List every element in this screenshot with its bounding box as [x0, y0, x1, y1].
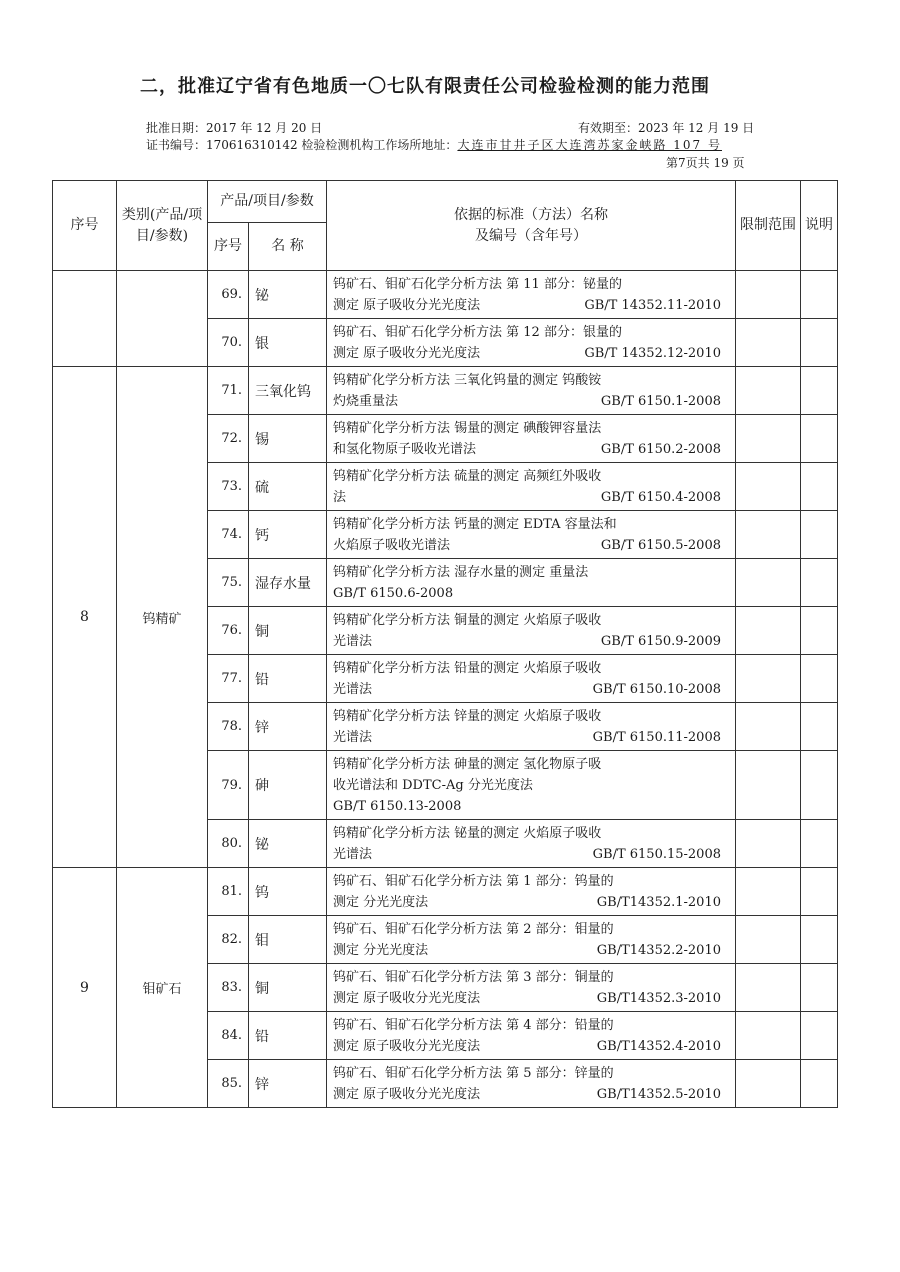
item-note	[801, 463, 838, 511]
standard-line-1: 钨精矿化学分析方法 铋量的测定 火焰原子吸收	[333, 825, 602, 841]
standard-line-1: 钨精矿化学分析方法 锌量的测定 火焰原子吸收	[333, 708, 602, 724]
standard-code	[721, 583, 725, 604]
item-limit	[736, 367, 801, 415]
header-limit: 限制范围	[736, 181, 801, 271]
item-note	[801, 415, 838, 463]
standard-code: GB/T14352.1-2010	[596, 894, 721, 910]
standard-line-2: 光谱法	[333, 681, 373, 697]
header-product-group: 产品/项目/参数	[208, 181, 327, 223]
header-seq: 序号	[53, 181, 117, 271]
item-number: 83.	[208, 964, 249, 1012]
item-number: 72.	[208, 415, 249, 463]
standard-line-1: 钨精矿化学分析方法 硫量的测定 高频红外吸收	[333, 468, 602, 484]
standard-line-2: 测定 原子吸收分光光度法	[333, 345, 481, 361]
item-number: 74.	[208, 511, 249, 559]
standard-code: GB/T 6150.5-2008	[600, 537, 721, 553]
standard-line-2: 测定 分光光度法	[333, 894, 429, 910]
certificate-label: 证书编号：170616310142 检验检测机构工作场所地址：	[146, 138, 458, 152]
item-standard	[327, 559, 736, 607]
standard-line-2-row	[333, 487, 725, 508]
standard-line-2-row	[333, 439, 725, 460]
item-name: 钼	[249, 916, 327, 964]
item-note	[801, 511, 838, 559]
address: 大连市甘井子区大连湾苏家金峡路 107 号	[457, 138, 722, 152]
standard-line-2: 火焰原子吸收光谱法	[333, 537, 451, 553]
item-limit	[736, 607, 801, 655]
item-name: 铋	[249, 820, 327, 868]
standard-line-1: 钨矿石、钼矿石化学分析方法 第 2 部分：钼量的	[333, 921, 614, 937]
item-limit	[736, 868, 801, 916]
standard-line-1: 钨矿石、钼矿石化学分析方法 第 5 部分：锌量的	[333, 1065, 614, 1081]
standard-line-2: GB/T 6150.6-2008	[333, 585, 454, 601]
approval-date: 批准日期：2017 年 12 月 20 日	[146, 121, 323, 135]
standard-line-2-row	[333, 343, 725, 364]
page-info: 第7页共 19 页	[666, 156, 745, 170]
standard-code: GB/T 6150.11-2008	[592, 729, 721, 745]
item-standard	[327, 511, 736, 559]
certificate-line	[146, 136, 722, 153]
standard-line-2-row	[333, 679, 725, 700]
item-limit	[736, 703, 801, 751]
standard-line-2-row	[333, 940, 725, 961]
standard-line-1: 钨精矿化学分析方法 铜量的测定 火焰原子吸收	[333, 612, 602, 628]
item-standard	[327, 463, 736, 511]
standard-line-2-row	[333, 775, 725, 796]
standard-line-2-row	[333, 892, 725, 913]
item-name: 钨	[249, 868, 327, 916]
item-standard	[327, 820, 736, 868]
item-standard	[327, 655, 736, 703]
standard-line-2-row	[333, 727, 725, 748]
item-note	[801, 655, 838, 703]
item-name: 铋	[249, 271, 327, 319]
standard-code	[721, 775, 725, 796]
item-standard	[327, 703, 736, 751]
item-note	[801, 868, 838, 916]
item-note	[801, 751, 838, 820]
standard-line-2: 光谱法	[333, 729, 373, 745]
item-limit	[736, 751, 801, 820]
group-category: 钼矿石	[117, 868, 208, 1108]
standard-line-2-row	[333, 583, 725, 604]
item-number: 81.	[208, 868, 249, 916]
item-limit	[736, 511, 801, 559]
item-limit	[736, 820, 801, 868]
item-name: 铅	[249, 1012, 327, 1060]
item-number: 82.	[208, 916, 249, 964]
standard-line-2: 法	[333, 489, 347, 505]
standard-line-2: 光谱法	[333, 846, 373, 862]
group-category	[117, 271, 208, 367]
item-note	[801, 964, 838, 1012]
standard-line-1: 钨精矿化学分析方法 铅量的测定 火焰原子吸收	[333, 660, 602, 676]
standard-line-2-row	[333, 1084, 725, 1105]
item-name: 砷	[249, 751, 327, 820]
standard-line-2-row	[333, 631, 725, 652]
group-seq	[53, 271, 117, 367]
item-note	[801, 271, 838, 319]
item-standard	[327, 751, 736, 820]
item-standard	[327, 1012, 736, 1060]
standard-line-2-row	[333, 844, 725, 865]
item-limit	[736, 559, 801, 607]
item-number: 69.	[208, 271, 249, 319]
header-sub-seq: 序号	[208, 223, 249, 271]
item-note	[801, 1060, 838, 1108]
item-note	[801, 607, 838, 655]
standard-code: GB/T 6150.15-2008	[592, 846, 721, 862]
standard-line-1: 钨精矿化学分析方法 湿存水量的测定 重量法	[333, 564, 589, 580]
group-category: 钨精矿	[117, 367, 208, 868]
standard-code: GB/T 6150.4-2008	[600, 489, 721, 505]
standard-code: GB/T 6150.10-2008	[592, 681, 721, 697]
item-limit	[736, 1060, 801, 1108]
item-standard	[327, 415, 736, 463]
item-note	[801, 559, 838, 607]
item-number: 80.	[208, 820, 249, 868]
standard-line-2: 收光谱法和 DDTC-Ag 分光光度法	[333, 777, 533, 793]
item-name: 三氧化钨	[249, 367, 327, 415]
item-name: 湿存水量	[249, 559, 327, 607]
item-number: 75.	[208, 559, 249, 607]
standard-line-1: 钨矿石、钼矿石化学分析方法 第 11 部分：铋量的	[333, 276, 622, 292]
item-name: 铜	[249, 964, 327, 1012]
item-note	[801, 319, 838, 367]
item-name: 铅	[249, 655, 327, 703]
item-standard	[327, 964, 736, 1012]
item-note	[801, 1012, 838, 1060]
table-row	[53, 271, 838, 319]
item-standard	[327, 367, 736, 415]
item-note	[801, 820, 838, 868]
standard-line-1: 钨精矿化学分析方法 钙量的测定 EDTA 容量法和	[333, 516, 617, 532]
standard-line-1: 钨精矿化学分析方法 三氧化钨量的测定 钨酸铵	[333, 372, 602, 388]
item-standard	[327, 1060, 736, 1108]
item-standard	[327, 271, 736, 319]
item-name: 锌	[249, 1060, 327, 1108]
item-standard	[327, 319, 736, 367]
header-sub-name: 名 称	[249, 223, 327, 271]
standard-line-1: 钨矿石、钼矿石化学分析方法 第 3 部分：铜量的	[333, 969, 614, 985]
standard-line-2-row	[333, 1036, 725, 1057]
item-name: 钙	[249, 511, 327, 559]
item-number: 77.	[208, 655, 249, 703]
table-row	[53, 868, 838, 916]
standard-code: GB/T14352.5-2010	[596, 1086, 721, 1102]
item-number: 73.	[208, 463, 249, 511]
standard-code: GB/T 14352.12-2010	[584, 345, 721, 361]
group-seq: 9	[53, 868, 117, 1108]
item-limit	[736, 1012, 801, 1060]
page-title: 二，批准辽宁省有色地质一〇七队有限责任公司检验检测的能力范围	[140, 76, 710, 97]
item-name: 硫	[249, 463, 327, 511]
standard-code: GB/T14352.4-2010	[596, 1038, 721, 1054]
item-name: 锌	[249, 703, 327, 751]
item-limit	[736, 415, 801, 463]
item-name: 锡	[249, 415, 327, 463]
header-note: 说明	[801, 181, 838, 271]
item-limit	[736, 655, 801, 703]
standard-line-2: 光谱法	[333, 633, 373, 649]
standard-code: GB/T 6150.1-2008	[600, 393, 721, 409]
standard-line-2: 和氢化物原子吸收光谱法	[333, 441, 477, 457]
standard-line-2-row	[333, 535, 725, 556]
item-number: 71.	[208, 367, 249, 415]
item-name: 铜	[249, 607, 327, 655]
standard-code: GB/T14352.3-2010	[596, 990, 721, 1006]
standard-line-1: 钨矿石、钼矿石化学分析方法 第 1 部分：钨量的	[333, 873, 614, 889]
item-limit	[736, 271, 801, 319]
item-standard	[327, 607, 736, 655]
standard-code: GB/T 6150.2-2008	[600, 441, 721, 457]
item-note	[801, 703, 838, 751]
standard-line-1: 钨精矿化学分析方法 砷量的测定 氢化物原子吸	[333, 756, 602, 772]
standard-line-2-row	[333, 988, 725, 1009]
header-standard: 依据的标准（方法）名称 及编号（含年号）	[327, 181, 736, 271]
header-category: 类别(产品/项目/参数)	[117, 181, 208, 271]
standard-line-2: 测定 原子吸收分光光度法	[333, 297, 481, 313]
item-note	[801, 916, 838, 964]
item-name: 银	[249, 319, 327, 367]
standard-line-1: 钨矿石、钼矿石化学分析方法 第 12 部分：银量的	[333, 324, 622, 340]
table-row	[53, 367, 838, 415]
item-limit	[736, 964, 801, 1012]
item-limit	[736, 463, 801, 511]
item-note	[801, 367, 838, 415]
standard-line-1: 钨精矿化学分析方法 锡量的测定 碘酸钾容量法	[333, 420, 602, 436]
standard-line-1: 钨矿石、钼矿石化学分析方法 第 4 部分：铅量的	[333, 1017, 614, 1033]
standard-line-2: 测定 原子吸收分光光度法	[333, 990, 481, 1006]
standard-code: GB/T 6150.9-2009	[600, 633, 721, 649]
item-number: 78.	[208, 703, 249, 751]
item-number: 76.	[208, 607, 249, 655]
item-standard	[327, 868, 736, 916]
standard-code: GB/T 14352.11-2010	[584, 297, 721, 313]
item-number: 84.	[208, 1012, 249, 1060]
standard-line-3: GB/T 6150.13-2008	[333, 798, 462, 814]
capability-table	[52, 180, 838, 1108]
standard-line-2: 测定 原子吸收分光光度法	[333, 1086, 481, 1102]
standard-line-2: 测定 分光光度法	[333, 942, 429, 958]
group-seq: 8	[53, 367, 117, 868]
item-number: 79.	[208, 751, 249, 820]
standard-line-2: 测定 原子吸收分光光度法	[333, 1038, 481, 1054]
standard-line-2-row	[333, 391, 725, 412]
item-limit	[736, 319, 801, 367]
item-standard	[327, 916, 736, 964]
item-number: 85.	[208, 1060, 249, 1108]
standard-line-2-row	[333, 295, 725, 316]
valid-until: 有效期至：2023 年 12 月 19 日	[578, 121, 755, 135]
standard-code: GB/T14352.2-2010	[596, 942, 721, 958]
item-number: 70.	[208, 319, 249, 367]
standard-line-2: 灼烧重量法	[333, 393, 399, 409]
item-limit	[736, 916, 801, 964]
